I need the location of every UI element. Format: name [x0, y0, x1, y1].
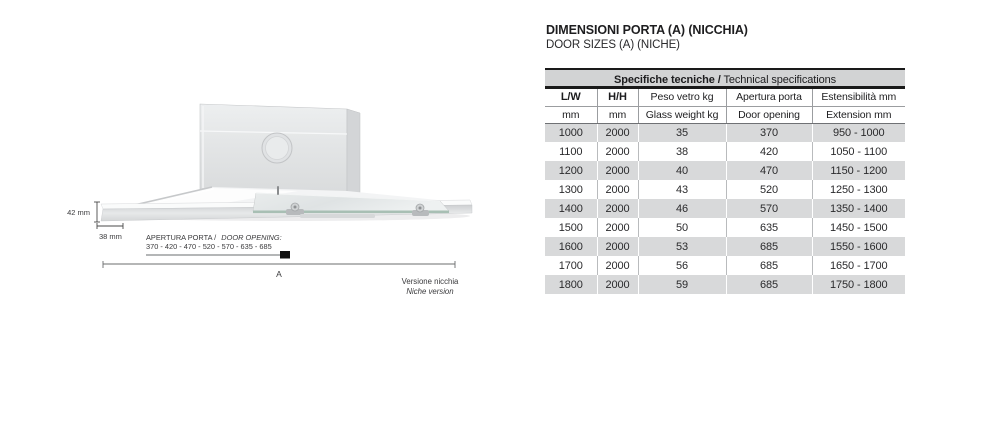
version-caption-it: Versione nicchia: [401, 277, 459, 286]
col-header-opening-en: Door opening: [726, 106, 812, 123]
roller-wheel-left-hub: [294, 206, 297, 209]
spec-table: [545, 89, 905, 294]
table-cell: 2000: [597, 256, 638, 275]
dim-42-label: 42 mm: [67, 208, 90, 217]
table-cell: 1200: [545, 161, 597, 180]
table-cell: 1050 - 1100: [812, 142, 905, 161]
col-unit-lw: mm: [545, 106, 597, 123]
table-cell: 46: [638, 199, 726, 218]
table-row: [545, 218, 905, 237]
door-opening-indicator-square: [280, 251, 290, 259]
table-cell: 950 - 1000: [812, 123, 905, 142]
table-row: [545, 142, 905, 161]
table-cell: 1650 - 1700: [812, 256, 905, 275]
table-row: [545, 123, 905, 142]
door-opening-label: [146, 233, 282, 242]
table-cell: 35: [638, 123, 726, 142]
page-title: DIMENSIONI PORTA (A) (NICCHIA): [546, 23, 748, 37]
table-cell: 38: [638, 142, 726, 161]
table-cell: 1450 - 1500: [812, 218, 905, 237]
base-plate: [300, 214, 375, 218]
table-cell: 2000: [597, 123, 638, 142]
table-cell: 1400: [545, 199, 597, 218]
table-row: [545, 161, 905, 180]
door-knob-inner: [266, 137, 289, 160]
table-cell: 2000: [597, 218, 638, 237]
col-header-weight-it: Peso vetro kg: [638, 89, 726, 106]
table-cell: 1350 - 1400: [812, 199, 905, 218]
col-header-extension-en: Extension mm: [812, 106, 905, 123]
table-cell: 2000: [597, 237, 638, 256]
table-row: [545, 180, 905, 199]
table-cell: 1550 - 1600: [812, 237, 905, 256]
table-cell: 53: [638, 237, 726, 256]
spec-table-header: [545, 89, 905, 123]
table-row: [545, 275, 905, 294]
table-cell: 1500: [558, 221, 583, 234]
table-row: [545, 237, 905, 256]
spec-table-body: [545, 123, 905, 294]
header-row-primary: [545, 89, 905, 106]
table-cell: 1700: [558, 259, 583, 272]
table-cell: 43: [638, 180, 726, 199]
door-opening-label-it: APERTURA PORTA /: [146, 233, 217, 242]
table-cell: 370: [726, 123, 812, 142]
table-cell: 520: [726, 180, 812, 199]
table-cell: 1600: [545, 237, 597, 256]
table-cell: 56: [638, 256, 726, 275]
door-opening-values: 370 - 420 - 470 - 520 - 570 - 635 - 685: [146, 242, 272, 251]
table-cell: 50: [638, 218, 726, 237]
page-subtitle: DOOR SIZES (A) (NICHE): [546, 39, 680, 51]
table-cell: 685: [726, 256, 812, 275]
table-cell: 1250 - 1300: [812, 180, 905, 199]
table-cell: 470: [726, 161, 812, 180]
table-cell: 2000: [597, 199, 638, 218]
col-header-extension-it: Estensibilità mm: [812, 89, 905, 106]
version-caption-en: Niche version: [406, 287, 454, 296]
col-header-lw: L/W: [545, 89, 597, 106]
table-cell: 40: [638, 161, 726, 180]
spec-table-wrap: [545, 68, 905, 294]
table-cell: 59: [638, 275, 726, 294]
table-cell: 1100: [559, 145, 583, 158]
table-row: [545, 199, 905, 218]
table-cell: 685: [726, 237, 812, 256]
table-cell: 685: [726, 275, 812, 294]
table-cell: 2000: [597, 142, 638, 161]
col-header-hh: H/H: [597, 89, 638, 106]
table-cell: 1800: [545, 275, 597, 294]
door-panel-return-edge: [347, 109, 360, 200]
table-cell: 635: [726, 218, 812, 237]
dim-38-label: 38 mm: [99, 232, 122, 241]
col-unit-hh: mm: [597, 106, 638, 123]
table-cell: 1750 - 1800: [812, 275, 905, 294]
header-row-secondary: [545, 106, 905, 123]
table-cell: 1150 - 1200: [812, 161, 905, 180]
roller-wheel-right-hub: [419, 207, 422, 210]
page-title-block: [546, 23, 926, 51]
spec-caption-en: Technical specifications: [723, 74, 837, 86]
col-header-opening-it: Apertura porta: [726, 89, 812, 106]
table-cell: 2000: [597, 161, 638, 180]
spec-table-caption: [545, 68, 905, 89]
table-cell: 570: [726, 199, 812, 218]
table-cell: 2000: [597, 275, 638, 294]
glass-handle-slot: [277, 186, 279, 195]
table-cell: 420: [726, 142, 812, 161]
table-row: [545, 256, 905, 275]
dim-a-label: A: [276, 269, 282, 279]
table-cell: 1300: [558, 183, 583, 196]
table-cell: 2000: [597, 180, 638, 199]
door-opening-label-en: DOOR OPENING:: [221, 233, 282, 242]
table-cell: 1000: [545, 123, 597, 142]
spec-caption-it: Specifiche tecniche /: [613, 74, 721, 86]
col-header-weight-en: Glass weight kg: [638, 106, 726, 123]
